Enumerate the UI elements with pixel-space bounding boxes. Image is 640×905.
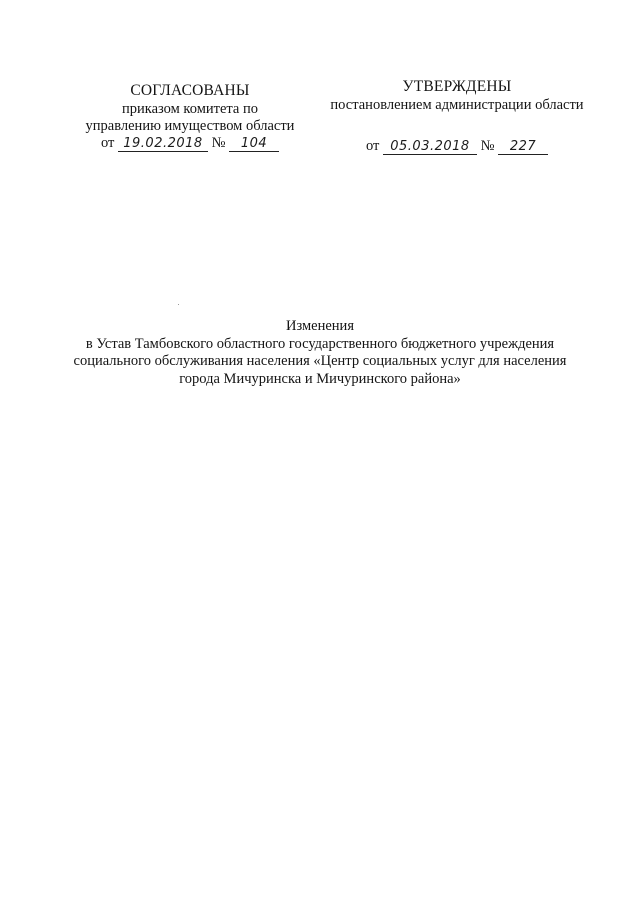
title-line-2: в Устав Тамбовского областного государственного бюджетного учреждения [85,335,555,352]
agreed-number-handwritten: 104 [229,137,279,152]
title-line-4: города Мичуринска и Мичуринского района» [179,370,461,387]
agreed-line-1: приказом комитета по [121,101,259,117]
approved-block [318,78,596,155]
approved-line-1: постановлением администрации области [330,97,584,113]
agreed-number-sign: № [211,135,226,151]
agreed-heading: СОГЛАСОВАНЫ [130,82,250,99]
scan-dot [178,304,179,305]
approved-number-sign: № [480,138,495,154]
agreed-prefix: от [100,135,115,151]
agreed-block [72,82,308,152]
agreed-reference [72,135,308,152]
approved-number-handwritten: 227 [498,140,548,155]
approved-reference [318,138,596,155]
title-line-1: Изменения [286,318,354,334]
title-line-3: социального обслуживания населения «Центр социальных услуг для населения [73,353,567,369]
agreed-line-2: управлению имуществом области [85,118,295,134]
document-title [40,318,600,388]
approved-date-handwritten: 05.03.2018 [383,140,477,155]
agreed-date-handwritten: 19.02.2018 [118,137,208,152]
approved-prefix: от [365,138,380,154]
approved-heading: УТВЕРЖДЕНЫ [402,78,512,95]
